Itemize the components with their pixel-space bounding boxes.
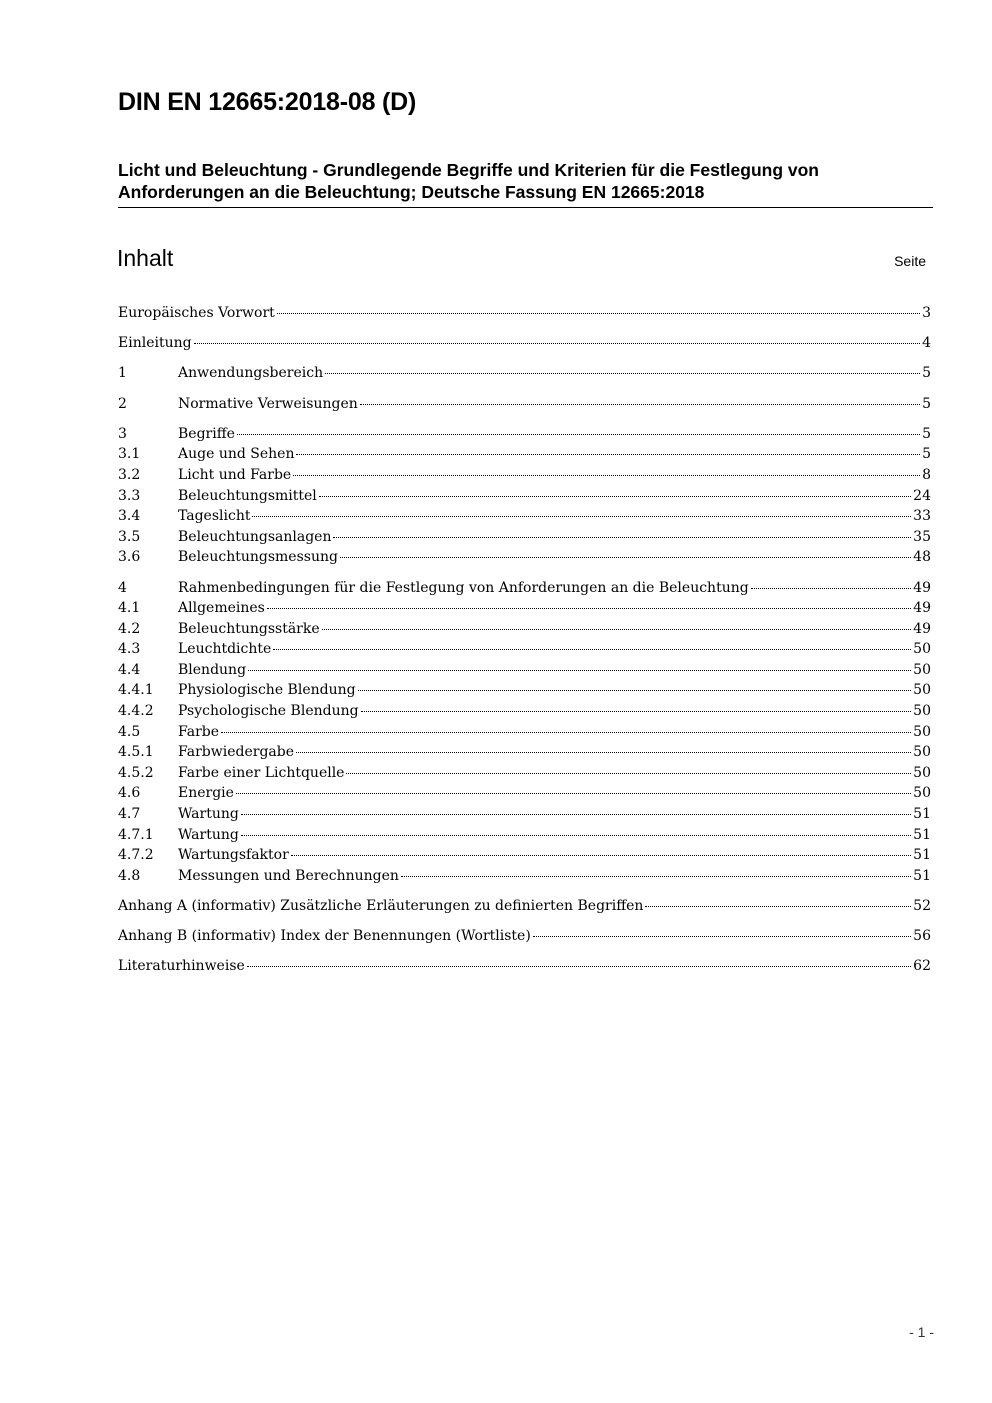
toc-entry-label: Farbwiedergabe bbox=[178, 744, 295, 761]
toc-entry-label: Messungen und Berechnungen bbox=[178, 867, 399, 884]
toc-entry[interactable] bbox=[118, 956, 931, 977]
toc-entry[interactable] bbox=[118, 424, 931, 445]
toc-entry-label: Beleuchtungsmessung bbox=[178, 549, 338, 566]
toc-entry-label: Beleuchtungsstärke bbox=[178, 620, 320, 637]
toc-entry-page: 8 bbox=[922, 466, 931, 483]
toc-dot-leader bbox=[194, 342, 921, 344]
toc-entry-label: Anhang B (informativ) Index der Benennungen (Wortliste) bbox=[118, 928, 531, 945]
toc-entry-label: Wartungsfaktor bbox=[178, 847, 289, 864]
toc-entry-page: 50 bbox=[913, 764, 931, 781]
toc-entry[interactable] bbox=[118, 639, 931, 660]
toc-entry-page: 5 bbox=[922, 446, 931, 463]
toc-dot-leader bbox=[751, 587, 911, 589]
toc-entry-number: 3.1 bbox=[118, 446, 141, 463]
toc-entry[interactable] bbox=[118, 547, 931, 568]
toc-page-column-heading: Seite bbox=[894, 253, 926, 269]
toc-entry-label: Einleitung bbox=[118, 335, 192, 352]
toc-heading: Inhalt bbox=[117, 245, 174, 271]
toc-entry-label: Begriffe bbox=[178, 425, 235, 442]
toc-entry-number: 4.3 bbox=[118, 641, 141, 658]
toc-entry-number: 4.4.2 bbox=[118, 703, 154, 720]
toc-entry-page: 4 bbox=[922, 335, 931, 352]
toc-entry-number: 4.5 bbox=[118, 723, 141, 740]
toc-entry-label: Wartung bbox=[178, 806, 239, 823]
toc-entry-page: 50 bbox=[913, 785, 931, 802]
toc-entry-label: Anwendungsbereich bbox=[178, 365, 324, 382]
toc-entry-number: 3 bbox=[118, 425, 127, 442]
toc-entry[interactable] bbox=[118, 742, 931, 763]
toc-dot-leader bbox=[273, 648, 911, 650]
toc-entry-page: 33 bbox=[913, 508, 931, 525]
toc-entry-page: 51 bbox=[913, 867, 931, 884]
toc-entry-page: 3 bbox=[922, 305, 931, 321]
toc-entry-page: 52 bbox=[913, 898, 931, 914]
toc-entry-label: Normative Verweisungen bbox=[178, 395, 358, 412]
toc-entry-number: 4.6 bbox=[118, 785, 141, 802]
toc-entry-label: Tageslicht bbox=[178, 508, 251, 525]
toc-dot-leader bbox=[401, 875, 911, 877]
toc-entry-page: 50 bbox=[913, 682, 931, 699]
toc-entry[interactable] bbox=[118, 845, 931, 866]
toc-dot-leader bbox=[252, 515, 911, 517]
toc-entry[interactable] bbox=[118, 660, 931, 681]
toc-entry-page: 51 bbox=[913, 847, 931, 864]
toc-dot-leader bbox=[340, 556, 911, 558]
toc-dot-leader bbox=[293, 474, 920, 476]
toc-dot-leader bbox=[319, 495, 911, 497]
toc-entry-page: 51 bbox=[913, 806, 931, 823]
toc-entry[interactable] bbox=[118, 619, 931, 640]
toc-entry-number: 1 bbox=[118, 365, 127, 382]
toc-entry-number: 4.7.2 bbox=[118, 847, 154, 864]
toc-entry-number: 3.6 bbox=[118, 549, 141, 566]
toc-entry-number: 4.2 bbox=[118, 620, 141, 637]
toc-dot-leader bbox=[322, 628, 912, 630]
toc-entry[interactable] bbox=[118, 527, 931, 548]
toc-entry[interactable] bbox=[118, 866, 931, 887]
toc-entry-number: 3.5 bbox=[118, 528, 141, 545]
toc-dot-leader bbox=[241, 834, 911, 836]
toc-entry-number: 4.8 bbox=[118, 867, 141, 884]
toc-dot-leader bbox=[277, 312, 920, 314]
toc-dot-leader bbox=[247, 965, 911, 967]
toc-entry-label: Leuchtdichte bbox=[178, 641, 272, 658]
toc-entry-number: 4.4.1 bbox=[118, 682, 154, 699]
toc-entry-number: 3.2 bbox=[118, 466, 141, 483]
subtitle-line-2: Anforderungen an die Beleuchtung; Deutsche Fassung EN 12665:2018 bbox=[118, 182, 705, 202]
toc-entry[interactable] bbox=[118, 896, 931, 917]
toc-entry-page: 62 bbox=[913, 958, 931, 975]
toc-entry-page: 5 bbox=[922, 365, 931, 382]
footer-page-number: - 1 - bbox=[909, 1324, 934, 1340]
toc-entry-page: 50 bbox=[913, 723, 931, 740]
toc-entry-label: Beleuchtungsanlagen bbox=[178, 528, 332, 545]
toc-entry-label: Europäisches Vorwort bbox=[118, 305, 275, 321]
toc-entry-label: Literaturhinweise bbox=[118, 958, 245, 975]
toc-entry-number: 4 bbox=[118, 579, 127, 596]
toc-entry-page: 49 bbox=[913, 620, 931, 637]
toc-entry[interactable] bbox=[118, 701, 931, 722]
toc-entry-label: Blendung bbox=[178, 661, 247, 678]
toc-entry-page: 56 bbox=[913, 928, 931, 945]
toc-dot-leader bbox=[267, 607, 911, 609]
toc-entry-label: Allgemeines bbox=[178, 600, 265, 617]
toc-entry-number: 4.5.2 bbox=[118, 764, 154, 781]
toc-entry-page: 49 bbox=[913, 600, 931, 617]
document-title: DIN EN 12665:2018-08 (D) bbox=[118, 88, 417, 116]
toc-entry-number: 2 bbox=[118, 395, 127, 412]
toc-entry-label: Energie bbox=[178, 785, 234, 802]
toc-entry-page: 49 bbox=[913, 579, 931, 596]
toc-entry-number: 4.1 bbox=[118, 600, 141, 617]
toc-entry[interactable] bbox=[118, 763, 931, 784]
toc-entry[interactable] bbox=[118, 783, 931, 804]
toc-dot-leader bbox=[241, 813, 911, 815]
toc-entry[interactable] bbox=[118, 598, 931, 619]
toc-entry[interactable] bbox=[118, 578, 931, 599]
toc-dot-leader bbox=[296, 453, 920, 455]
toc-dot-leader bbox=[296, 751, 911, 753]
toc-entry-number: 3.3 bbox=[118, 487, 141, 504]
toc-dot-leader bbox=[346, 772, 911, 774]
toc-entry-page: 5 bbox=[922, 395, 931, 412]
toc-entry-page: 5 bbox=[922, 425, 931, 442]
document-subtitle bbox=[118, 159, 933, 208]
toc-entry-number: 4.7.1 bbox=[118, 826, 154, 843]
toc-entry[interactable] bbox=[118, 722, 931, 743]
toc-entry[interactable] bbox=[118, 486, 931, 507]
toc-dot-leader bbox=[358, 689, 912, 691]
toc-entry-number: 4.7 bbox=[118, 806, 141, 823]
toc-dot-leader bbox=[248, 669, 911, 671]
toc-dot-leader bbox=[333, 536, 911, 538]
toc-entry-page: 50 bbox=[913, 703, 931, 720]
toc-entry[interactable] bbox=[118, 363, 931, 384]
toc-entry-page: 50 bbox=[913, 744, 931, 761]
toc-dot-leader bbox=[645, 905, 911, 907]
toc-entry[interactable] bbox=[118, 825, 931, 846]
toc-entry-number: 4.4 bbox=[118, 661, 141, 678]
toc-entry-page: 24 bbox=[913, 487, 931, 504]
toc-dot-leader bbox=[533, 935, 911, 937]
toc-entry[interactable] bbox=[118, 394, 931, 415]
toc-entry[interactable] bbox=[118, 444, 931, 465]
toc-entry-page: 50 bbox=[913, 661, 931, 678]
toc-entry-label: Auge und Sehen bbox=[178, 446, 295, 463]
table-of-contents bbox=[118, 303, 931, 977]
toc-entry-number: 3.4 bbox=[118, 508, 141, 525]
toc-dot-leader bbox=[291, 854, 911, 856]
toc-entry-page: 51 bbox=[913, 826, 931, 843]
toc-entry[interactable] bbox=[118, 506, 931, 527]
toc-entry-label: Licht und Farbe bbox=[178, 466, 292, 483]
toc-entry[interactable] bbox=[118, 333, 931, 354]
toc-entry-label: Farbe bbox=[178, 723, 220, 740]
toc-dot-leader bbox=[361, 710, 912, 712]
toc-entry[interactable] bbox=[118, 804, 931, 825]
toc-dot-leader bbox=[236, 792, 911, 794]
toc-entry-page: 50 bbox=[913, 641, 931, 658]
toc-entry-number: 4.5.1 bbox=[118, 744, 154, 761]
toc-dot-leader bbox=[221, 731, 911, 733]
toc-entry-label: Beleuchtungsmittel bbox=[178, 487, 317, 504]
toc-entry-label: Physiologische Blendung bbox=[178, 682, 356, 699]
toc-entry-page: 35 bbox=[913, 528, 931, 545]
toc-dot-leader bbox=[325, 372, 920, 374]
toc-dot-leader bbox=[237, 433, 920, 435]
toc-entry-label: Wartung bbox=[178, 826, 239, 843]
toc-entry-label: Psychologische Blendung bbox=[178, 703, 359, 720]
toc-entry[interactable] bbox=[118, 303, 931, 324]
toc-entry-page: 48 bbox=[913, 549, 931, 566]
toc-entry-label: Anhang A (informativ) Zusätzliche Erläuterungen zu definierten Begriffen bbox=[118, 898, 644, 914]
toc-entry[interactable] bbox=[118, 926, 931, 947]
toc-entry[interactable] bbox=[118, 465, 931, 486]
subtitle-line-1: Licht und Beleuchtung - Grundlegende Begriffe und Kriterien für die Festlegung von bbox=[118, 160, 819, 180]
toc-entry[interactable] bbox=[118, 680, 931, 701]
toc-dot-leader bbox=[360, 403, 920, 405]
toc-entry-label: Farbe einer Lichtquelle bbox=[178, 764, 345, 781]
toc-entry-label: Rahmenbedingungen für die Festlegung von Anforderungen an die Beleuchtung bbox=[178, 579, 749, 596]
